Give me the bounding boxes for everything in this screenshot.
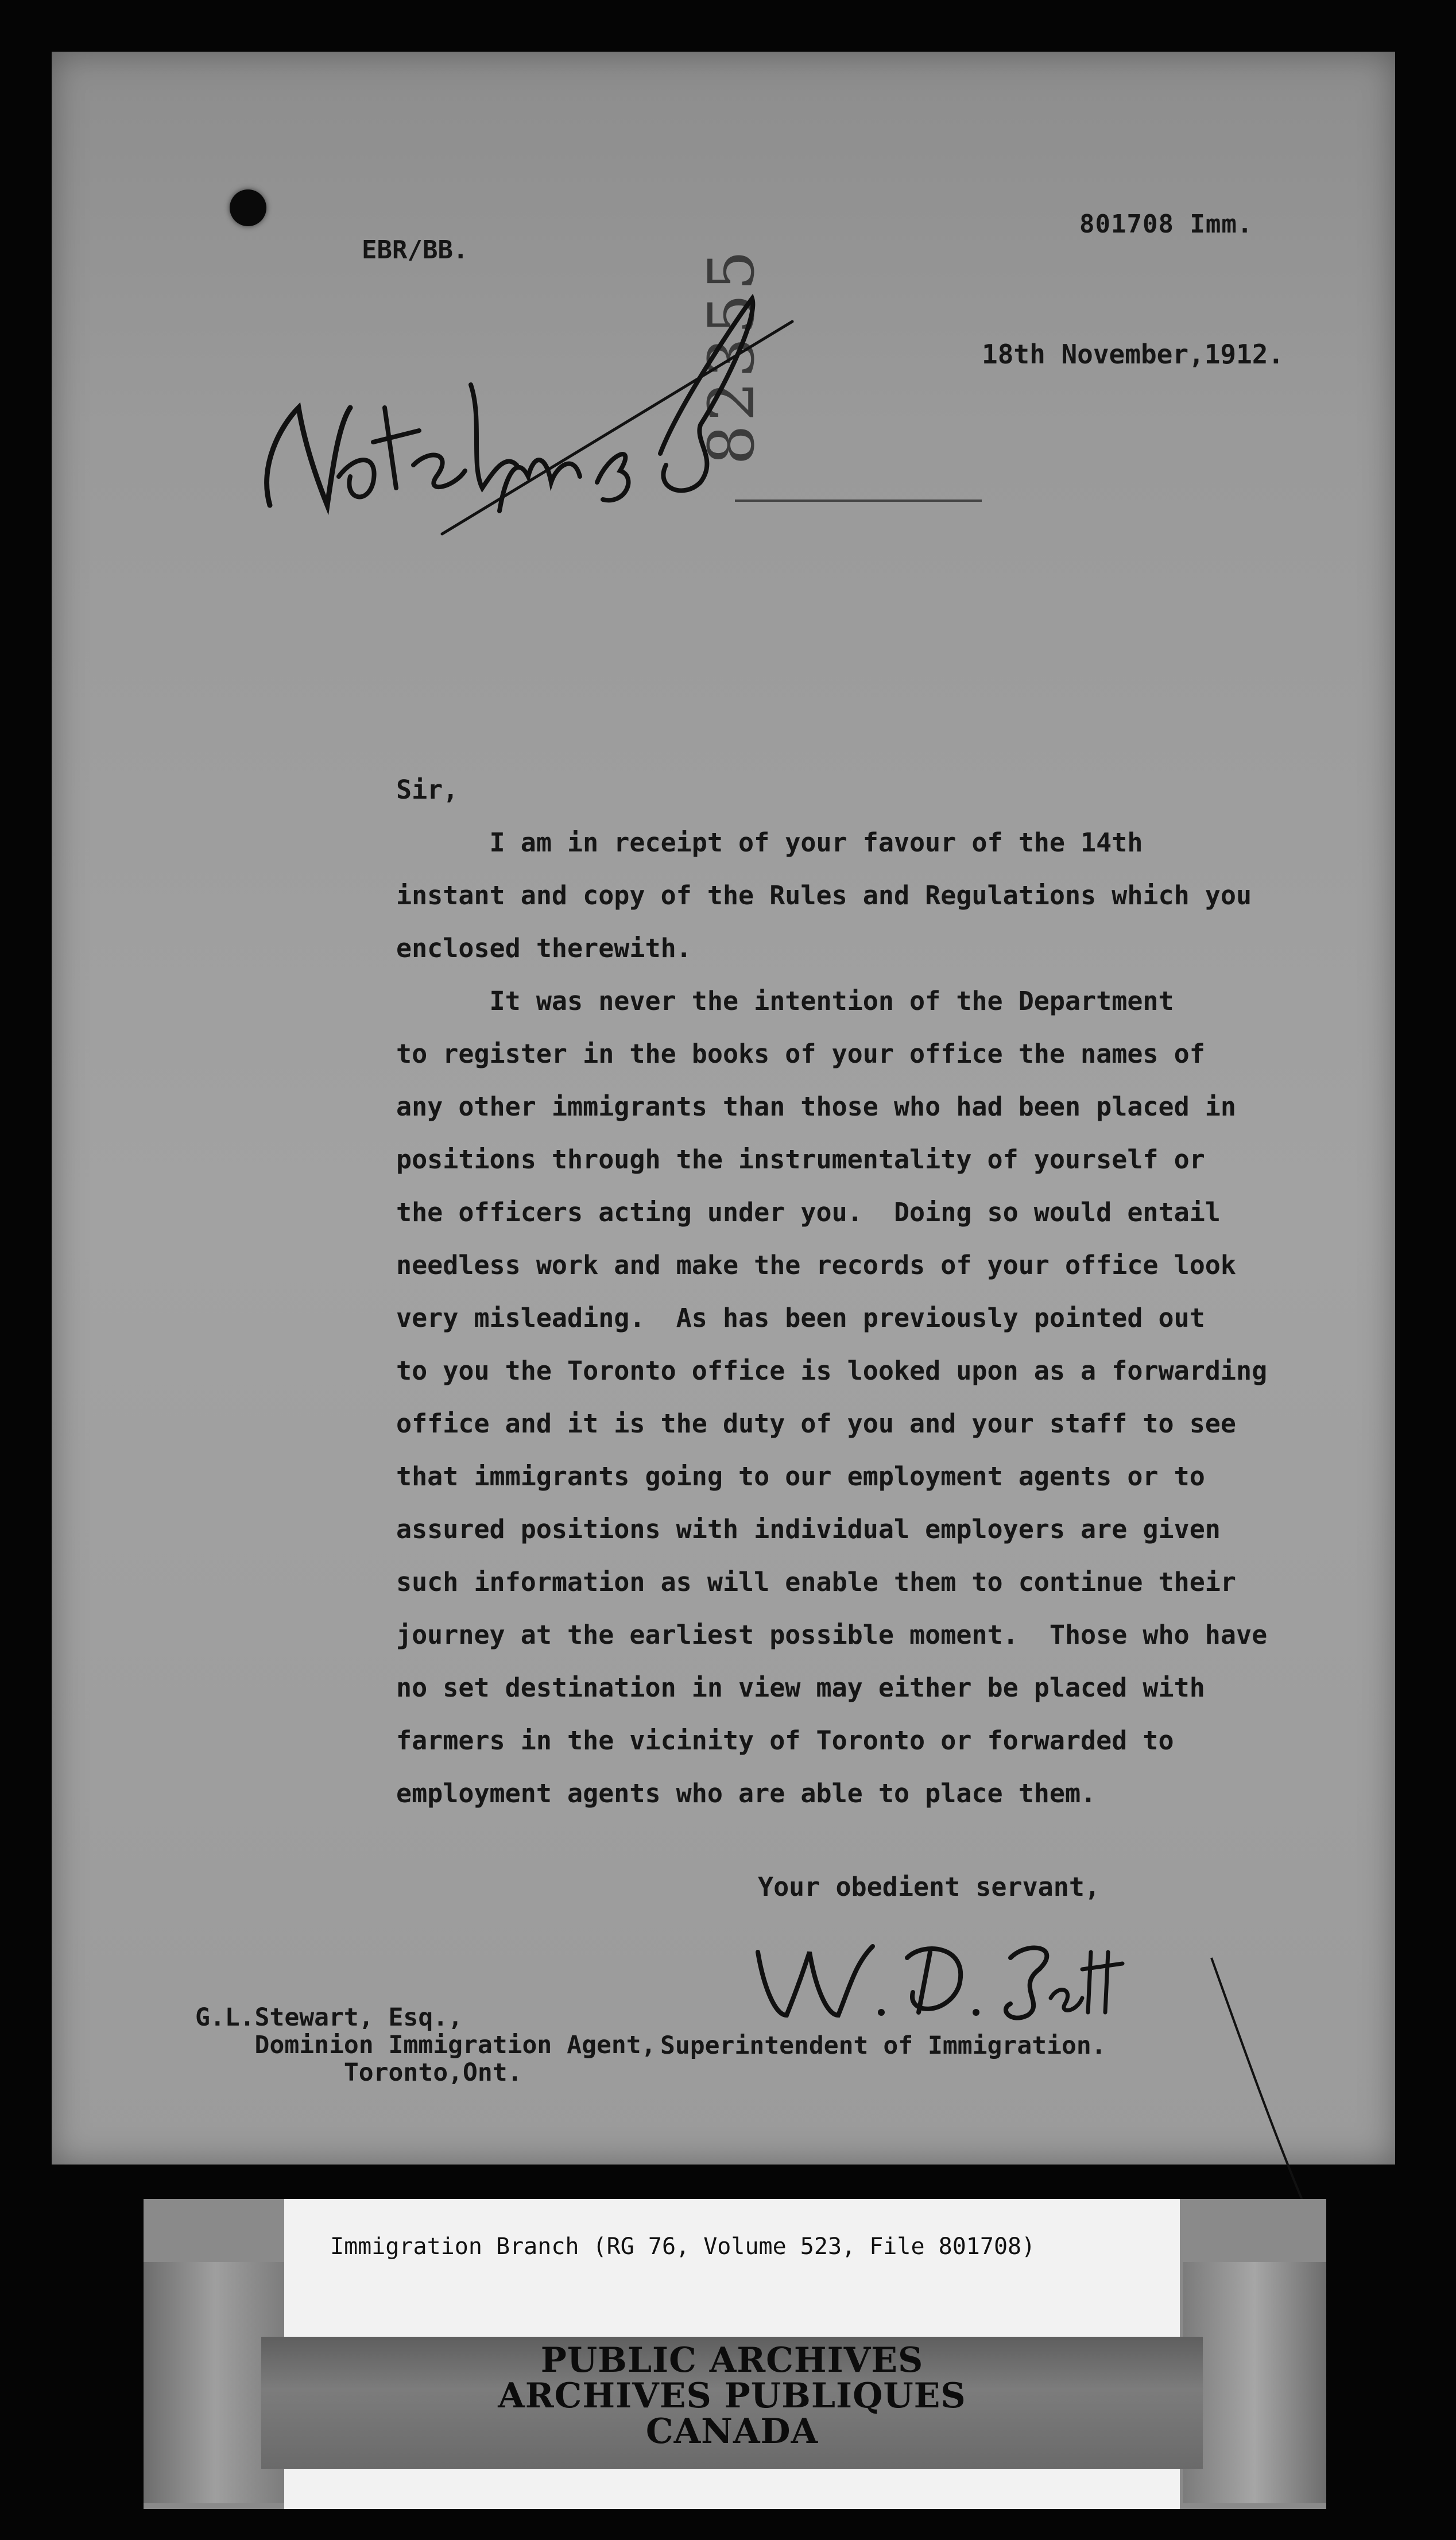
handwritten-signature <box>741 1918 1131 2032</box>
addressee-line: Dominion Immigration Agent, <box>195 2031 656 2059</box>
salutation: Sir, <box>396 775 459 805</box>
body-line: farmers in the vicinity of Toronto or forwarded to <box>396 1725 1174 1756</box>
addressee-block <box>195 2004 656 2086</box>
addressee-line: G.L.Stewart, Esq., <box>195 2003 463 2032</box>
handwritten-noted-annotation <box>184 235 815 603</box>
card-strip-right <box>1183 2262 1326 2503</box>
archive-stamp-line: PUBLIC ARCHIVES <box>540 2340 924 2380</box>
registry-stamp-number: 82355 <box>695 247 768 465</box>
archive-tape <box>261 2337 1203 2469</box>
body-line: no set destination in view may either be placed with <box>396 1672 1205 1703</box>
body-line: that immigrants going to our employment agents or to <box>396 1461 1205 1492</box>
body-line: to register in the books of your office the names of <box>396 1039 1205 1069</box>
body-line: to you the Toronto office is looked upon as a forwarding <box>396 1356 1268 1386</box>
body-line: positions through the instrumentality of yourself or <box>396 1144 1205 1175</box>
signer-title: Superintendent of Immigration. <box>660 2031 1106 2060</box>
archive-stamp-line: ARCHIVES PUBLIQUES <box>498 2376 966 2416</box>
file-reference: 801708 Imm. <box>1079 210 1253 239</box>
addressee-line: Toronto,Ont. <box>195 2058 522 2087</box>
body-line: very misleading. As has been previously pointed out <box>396 1303 1205 1333</box>
archive-stamp-line: CANADA <box>645 2411 819 2452</box>
letter-body <box>396 764 1326 1820</box>
archive-reference-text: Immigration Branch (RG 76, Volume 523, File 801708) <box>330 2233 1036 2260</box>
body-line: enclosed therewith. <box>396 933 692 963</box>
body-line: employment agents who are able to place them. <box>396 1778 1097 1809</box>
pen-stroke-mark <box>1206 1952 1321 2222</box>
body-line: journey at the earliest possible moment. Those who have <box>396 1620 1268 1650</box>
body-line: instant and copy of the Rules and Regulations which you <box>396 880 1252 911</box>
typist-initials: EBR/BB. <box>362 235 468 265</box>
body-line: It was never the intention of the Department <box>396 986 1174 1016</box>
letter-date: 18th November,1912. <box>982 339 1284 370</box>
archive-reference-label <box>284 2199 1180 2509</box>
body-line: such information as will enable them to continue their <box>396 1567 1236 1597</box>
letter-page <box>52 52 1395 2165</box>
body-line: any other immigrants than those who had been placed in <box>396 1091 1236 1122</box>
body-line: assured positions with individual employers are given <box>396 1514 1221 1544</box>
paragraph-2 <box>396 975 1326 1820</box>
complimentary-close: Your obedient servant, <box>758 1872 1101 1902</box>
public-archives-stamp <box>261 2340 1203 2452</box>
archive-label-card <box>144 2199 1326 2509</box>
paragraph-1 <box>396 816 1326 975</box>
body-line: needless work and make the records of your office look <box>396 1250 1236 1280</box>
body-line: office and it is the duty of you and your staff to see <box>396 1408 1236 1439</box>
body-line: the officers acting under you. Doing so would entail <box>396 1197 1221 1228</box>
body-line: I am in receipt of your favour of the 14th <box>396 827 1143 858</box>
punch-hole <box>230 189 266 226</box>
